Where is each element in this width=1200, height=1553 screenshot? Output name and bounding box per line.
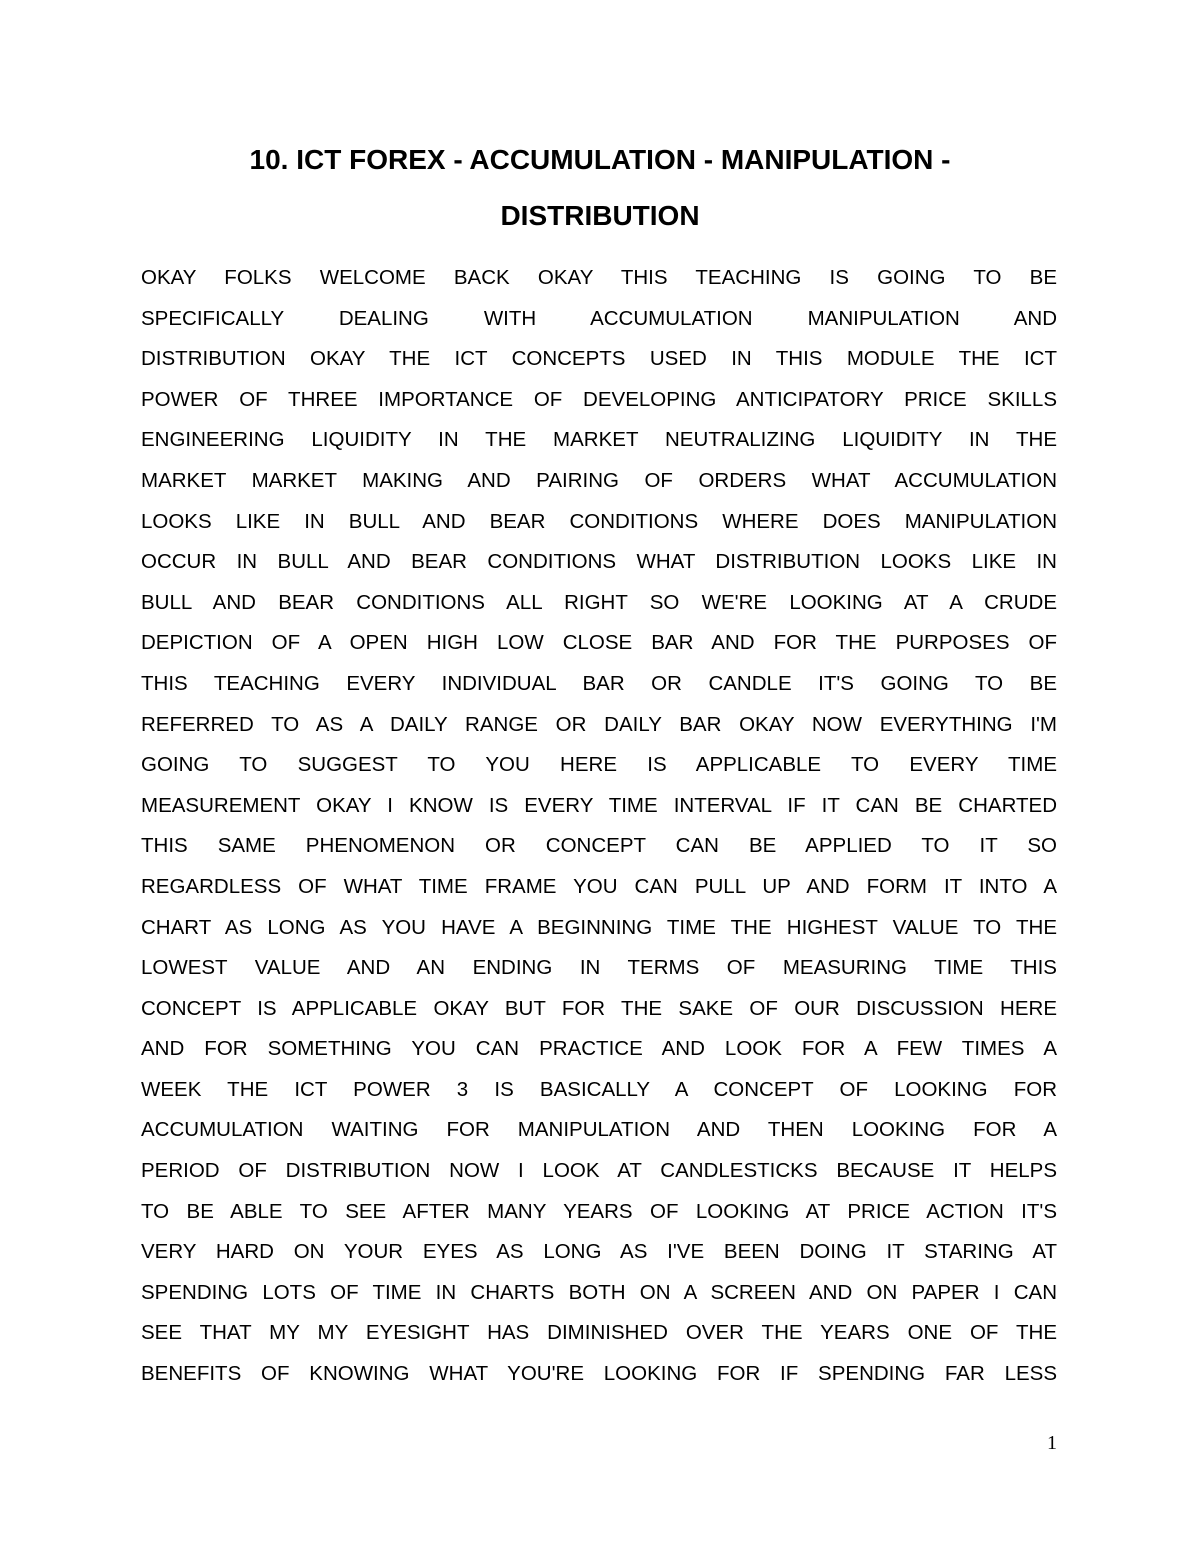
body-line: BULL AND BEAR CONDITIONS ALL RIGHT SO WE'RE LOOKING AT A CRUDE xyxy=(141,590,1057,614)
body-line: THIS TEACHING EVERY INDIVIDUAL BAR OR CANDLE IT'S GOING TO BE xyxy=(141,671,1057,695)
page-number: 1 xyxy=(1047,1432,1057,1454)
body-line: BENEFITS OF KNOWING WHAT YOU'RE LOOKING FOR IF SPENDING FAR LESS xyxy=(141,1362,1057,1386)
body-line: LOOKS LIKE IN BULL AND BEAR CONDITIONS WHERE DOES MANIPULATION xyxy=(141,509,1057,533)
body-line: GOING TO SUGGEST TO YOU HERE IS APPLICABLE TO EVERY TIME xyxy=(141,753,1057,777)
body-line: SPENDING LOTS OF TIME IN CHARTS BOTH ON A SCREEN AND ON PAPER I CAN xyxy=(141,1280,1057,1304)
body-line: SPECIFICALLY DEALING WITH ACCUMULATION MANIPULATION AND xyxy=(141,306,1057,330)
body-paragraph xyxy=(141,258,1057,1395)
body-line: POWER OF THREE IMPORTANCE OF DEVELOPING ANTICIPATORY PRICE SKILLS xyxy=(141,387,1057,411)
body-line: DEPICTION OF A OPEN HIGH LOW CLOSE BAR AND FOR THE PURPOSES OF xyxy=(141,631,1057,655)
body-line: LOWEST VALUE AND AN ENDING IN TERMS OF MEASURING TIME THIS xyxy=(141,956,1057,980)
body-line: PERIOD OF DISTRIBUTION NOW I LOOK AT CANDLESTICKS BECAUSE IT HELPS xyxy=(141,1159,1057,1183)
body-line: OCCUR IN BULL AND BEAR CONDITIONS WHAT DISTRIBUTION LOOKS LIKE IN xyxy=(141,550,1057,574)
title-line-2: DISTRIBUTION xyxy=(500,200,700,231)
body-line: VERY HARD ON YOUR EYES AS LONG AS I'VE BEEN DOING IT STARING AT xyxy=(141,1240,1057,1264)
body-line: REGARDLESS OF WHAT TIME FRAME YOU CAN PULL UP AND FORM IT INTO A xyxy=(141,874,1057,898)
body-line: SEE THAT MY MY EYESIGHT HAS DIMINISHED OVER THE YEARS ONE OF THE xyxy=(141,1321,1057,1345)
document-title xyxy=(100,132,1100,244)
body-line: MEASUREMENT OKAY I KNOW IS EVERY TIME INTERVAL IF IT CAN BE CHARTED xyxy=(141,793,1057,817)
body-line: ACCUMULATION WAITING FOR MANIPULATION AND THEN LOOKING FOR A xyxy=(141,1118,1057,1142)
body-line: TO BE ABLE TO SEE AFTER MANY YEARS OF LOOKING AT PRICE ACTION IT'S xyxy=(141,1199,1057,1223)
body-line: THIS SAME PHENOMENON OR CONCEPT CAN BE APPLIED TO IT SO xyxy=(141,834,1057,858)
body-line: AND FOR SOMETHING YOU CAN PRACTICE AND LOOK FOR A FEW TIMES A xyxy=(141,1037,1057,1061)
body-line: CHART AS LONG AS YOU HAVE A BEGINNING TIME THE HIGHEST VALUE TO THE xyxy=(141,915,1057,939)
body-line: WEEK THE ICT POWER 3 IS BASICALLY A CONCEPT OF LOOKING FOR xyxy=(141,1077,1057,1101)
title-line-1: 10. ICT FOREX - ACCUMULATION - MANIPULATION - xyxy=(249,144,951,175)
body-line: OKAY FOLKS WELCOME BACK OKAY THIS TEACHING IS GOING TO BE xyxy=(141,266,1057,289)
body-line: REFERRED TO AS A DAILY RANGE OR DAILY BAR OKAY NOW EVERYTHING I'M xyxy=(141,712,1057,736)
body-line: CONCEPT IS APPLICABLE OKAY BUT FOR THE SAKE OF OUR DISCUSSION HERE xyxy=(141,996,1057,1020)
body-line: ENGINEERING LIQUIDITY IN THE MARKET NEUTRALIZING LIQUIDITY IN THE xyxy=(141,428,1057,452)
body-line: DISTRIBUTION OKAY THE ICT CONCEPTS USED IN THIS MODULE THE ICT xyxy=(141,347,1057,371)
body-line: MARKET MARKET MAKING AND PAIRING OF ORDERS WHAT ACCUMULATION xyxy=(141,468,1057,492)
